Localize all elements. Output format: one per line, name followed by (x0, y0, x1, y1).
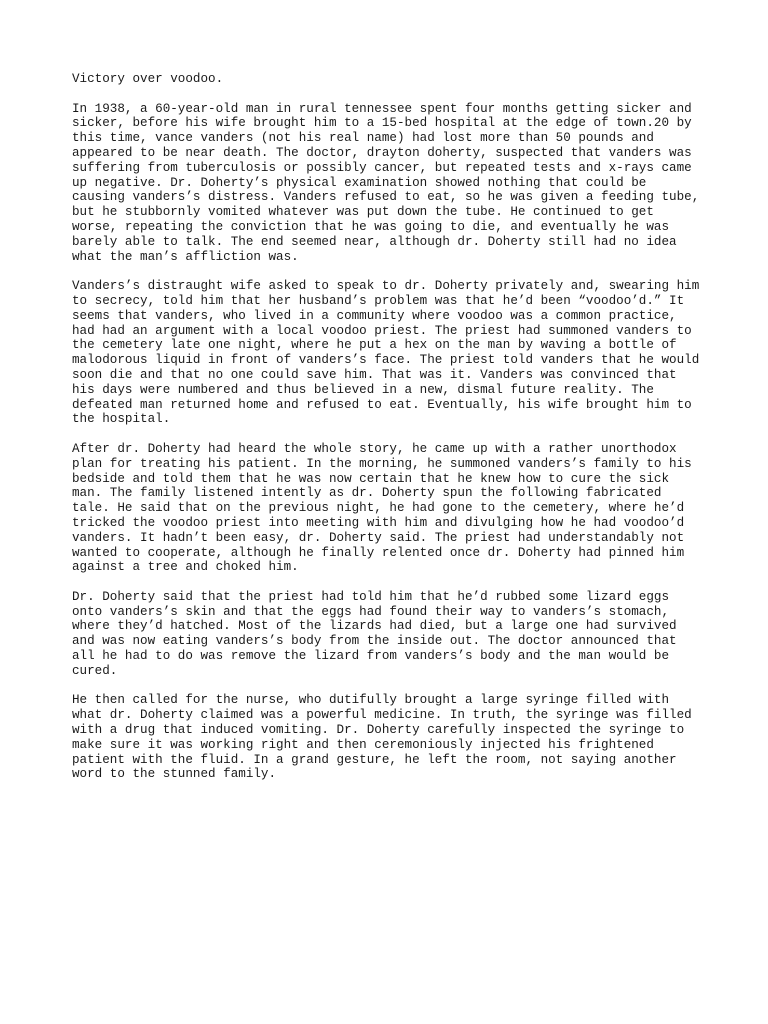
paragraph-line: what the man’s affliction was. (72, 249, 299, 264)
paragraph-line: plan for treating his patient. In the morning, he summoned vanders’s family to his (72, 456, 692, 471)
paragraph-line: what dr. Doherty claimed was a powerful medicine. In truth, the syringe was filled (72, 708, 692, 723)
paragraph-line: barely able to talk. The end seemed near, although dr. Doherty still had no idea (72, 234, 677, 249)
paragraph-line: his days were numbered and thus believed in a new, dismal future reality. The (72, 382, 654, 397)
paragraph-line: the cemetery late one night, where he put a hex on the man by waving a bottle of (72, 338, 677, 353)
document-body (72, 102, 712, 783)
paragraph-line: where they’d hatched. Most of the lizards had died, but a large one had survived (72, 619, 677, 634)
paragraph-line: with a drug that induced vomiting. Dr. Doherty carefully inspected the syringe to (72, 723, 685, 738)
paragraph-line: causing vanders’s distress. Vanders refused to eat, so he was given a feeding tube, (72, 190, 700, 205)
document-title: Victory over voodoo. (72, 72, 224, 86)
paragraph-line: After dr. Doherty had heard the whole story, he came up with a rather unorthodox (72, 441, 677, 456)
paragraph-line: suffering from tuberculosis or possibly cancer, but repeated tests and x-rays came (72, 160, 692, 175)
paragraph-line: Vanders’s distraught wife asked to speak to dr. Doherty privately and, swearing him (72, 279, 700, 294)
paragraph-line: In 1938, a 60-year-old man in rural tennessee spent four months getting sicker and (72, 101, 692, 116)
paragraph-line: appeared to be near death. The doctor, drayton doherty, suspected that vanders was (72, 145, 692, 160)
paragraph-line: to secrecy, told him that her husband’s problem was that he’d been “voodoo’d.” It (72, 293, 685, 308)
paragraph-line: vanders. It hadn’t been easy, dr. Doherty said. The priest had understandably not (72, 530, 685, 545)
paragraph-line: sicker, before his wife brought him to a 15-bed hospital at the edge of town.20 by (72, 116, 692, 131)
paragraph-line: He then called for the nurse, who dutifully brought a large syringe filled with (72, 693, 670, 708)
paragraph-line: patient with the fluid. In a grand gesture, he left the room, not saying another (72, 752, 677, 767)
paragraph-line: soon die and that no one could save him. That was it. Vanders was convinced that (72, 367, 677, 382)
paragraph-line: against a tree and choked him. (72, 560, 299, 575)
document-page (72, 72, 712, 797)
paragraph-line: up negative. Dr. Doherty’s physical examination showed nothing that could be (72, 175, 647, 190)
paragraph-line: bedside and told them that he was now certain that he knew how to cure the sick (72, 471, 670, 486)
paragraph-line: man. The family listened intently as dr. Doherty spun the following fabricated (72, 486, 662, 501)
paragraph-line: seems that vanders, who lived in a community where voodoo was a common practice, (72, 308, 677, 323)
paragraph (72, 442, 712, 575)
paragraph-line: but he stubbornly vomited whatever was put down the tube. He continued to get (72, 205, 654, 220)
paragraph-line: and was now eating vanders’s body from the inside out. The doctor announced that (72, 634, 677, 649)
paragraph (72, 279, 712, 427)
paragraph (72, 102, 712, 265)
paragraph (72, 693, 712, 782)
paragraph-line: onto vanders’s skin and that the eggs had found their way to vanders’s stomach, (72, 604, 670, 619)
paragraph-line: defeated man returned home and refused to eat. Eventually, his wife brought him to (72, 397, 692, 412)
paragraph-line: the hospital. (72, 412, 171, 427)
paragraph (72, 590, 712, 679)
paragraph-line: make sure it was working right and then ceremoniously injected his frightened (72, 737, 654, 752)
paragraph-line: all he had to do was remove the lizard from vanders’s body and the man would be (72, 649, 670, 664)
paragraph-line: tricked the voodoo priest into meeting with him and divulging how he had voodoo’d (72, 515, 685, 530)
paragraph-line: wanted to cooperate, although he finally relented once dr. Doherty had pinned him (72, 545, 685, 560)
paragraph-line: had had an argument with a local voodoo priest. The priest had summoned vanders to (72, 323, 692, 338)
paragraph-line: this time, vance vanders (not his real name) had lost more than 50 pounds and (72, 131, 654, 146)
paragraph-line: worse, repeating the conviction that he was going to die, and eventually he was (72, 219, 670, 234)
paragraph-line: cured. (72, 663, 118, 678)
paragraph-line: malodorous liquid in front of vanders’s face. The priest told vanders that he would (72, 353, 700, 368)
paragraph-line: tale. He said that on the previous night, he had gone to the cemetery, where he’d (72, 501, 685, 516)
paragraph-line: word to the stunned family. (72, 767, 277, 782)
paragraph-line: Dr. Doherty said that the priest had told him that he’d rubbed some lizard eggs (72, 589, 670, 604)
